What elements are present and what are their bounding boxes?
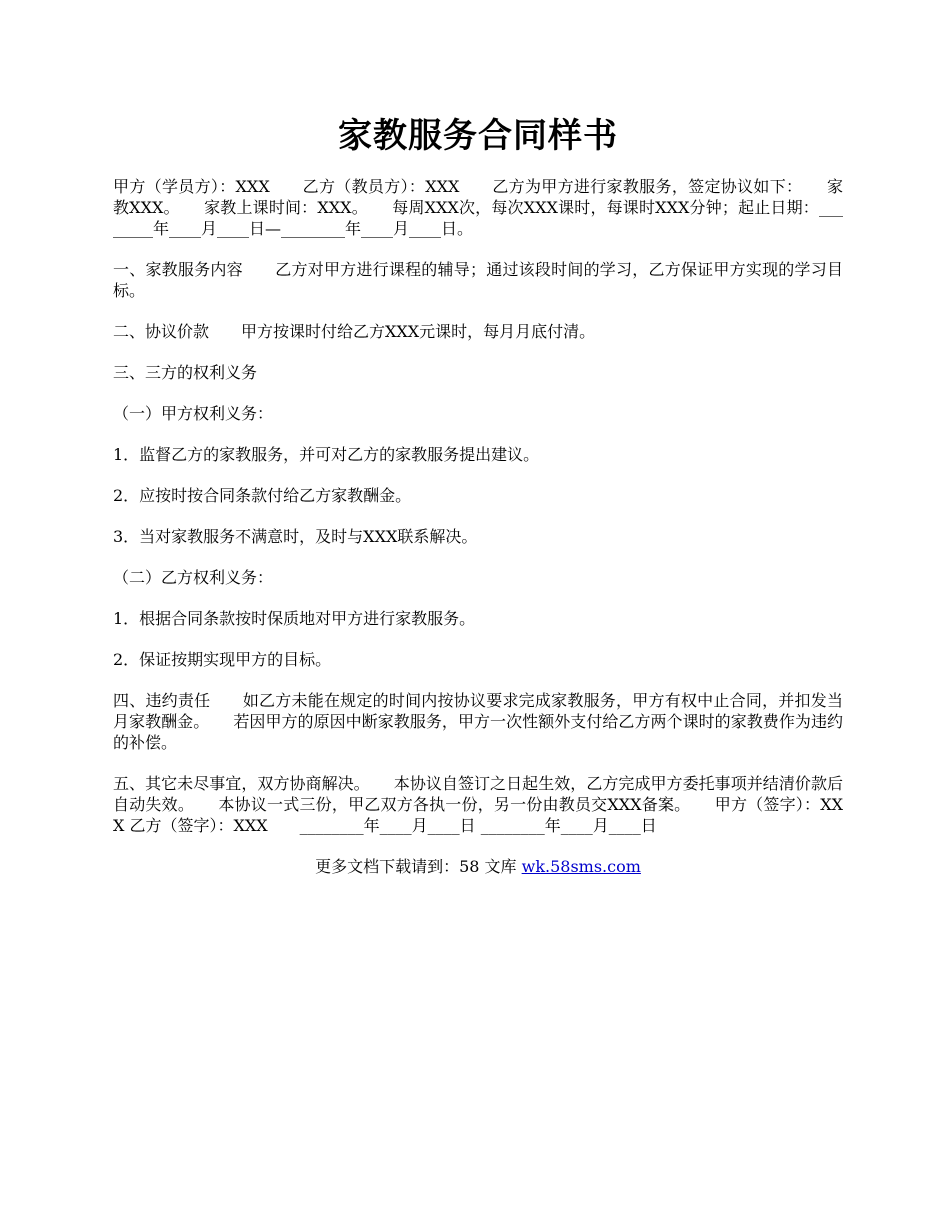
- section-other-matters-signature: 五、其它未尽事宜，双方协商解决。 本协议自签订之日起生效，乙方完成甲方委托事项并结清价款后自动失效。 本协议一式三份，甲乙双方各执一份，另一份由教员交XXX备案。 甲方（签字）：XXX 乙方（签字）：XXX ________年____月____日 ________年____月____日: [113, 774, 843, 835]
- document-page: [113, 112, 843, 877]
- section-price: 二、协议价款 甲方按课时付给乙方XXX元课时，每月月底付清。: [113, 322, 596, 341]
- footer-prefix-text: 更多文档下载请到：58 文库: [315, 857, 522, 876]
- section-service-content: 一、家教服务内容 乙方对甲方进行课程的辅导；通过该段时间的学习，乙方保证甲方实现的学习目标。: [113, 260, 843, 300]
- party-b-right-item-2: 2．保证按期实现甲方的目标。: [113, 650, 332, 669]
- footer-download-note: [113, 856, 843, 877]
- section-breach-liability: 四、违约责任 如乙方未能在规定的时间内按协议要求完成家教服务，甲方有权中止合同，并扣发当月家教酬金。 若因甲方的原因中断家教服务，甲方一次性额外支付给乙方两个课时的家教费作为违约的补偿。: [113, 691, 843, 752]
- document-title: 家教服务合同样书: [338, 116, 618, 156]
- party-a-right-item-3: 3．当对家教服务不满意时，及时与XXX联系解决。: [113, 527, 478, 546]
- party-a-right-item-2: 2．应按时按合同条款付给乙方家教酬金。: [113, 486, 412, 505]
- party-a-right-item-1: 1．监督乙方的家教服务，并可对乙方的家教服务提出建议。: [113, 445, 540, 464]
- footer-site-link[interactable]: wk.58sms.com: [521, 857, 641, 876]
- section-rights-heading: 三、三方的权利义务: [113, 363, 258, 382]
- contract-intro-paragraph: 甲方（学员方）：XXX 乙方（教员方）：XXX 乙方为甲方进行家教服务，签定协议如下： 家教XXX。 家教上课时间：XXX。 每周XXX次，每次XXX课时，每课时XXX分钟；起止日期：________年____月____日—________年____月____日。: [113, 177, 843, 238]
- party-b-right-item-1: 1．根据合同条款按时保质地对甲方进行家教服务。: [113, 609, 476, 628]
- party-b-rights-heading: （二）乙方权利义务：: [113, 568, 274, 587]
- party-a-rights-heading: （一）甲方权利义务：: [113, 404, 274, 423]
